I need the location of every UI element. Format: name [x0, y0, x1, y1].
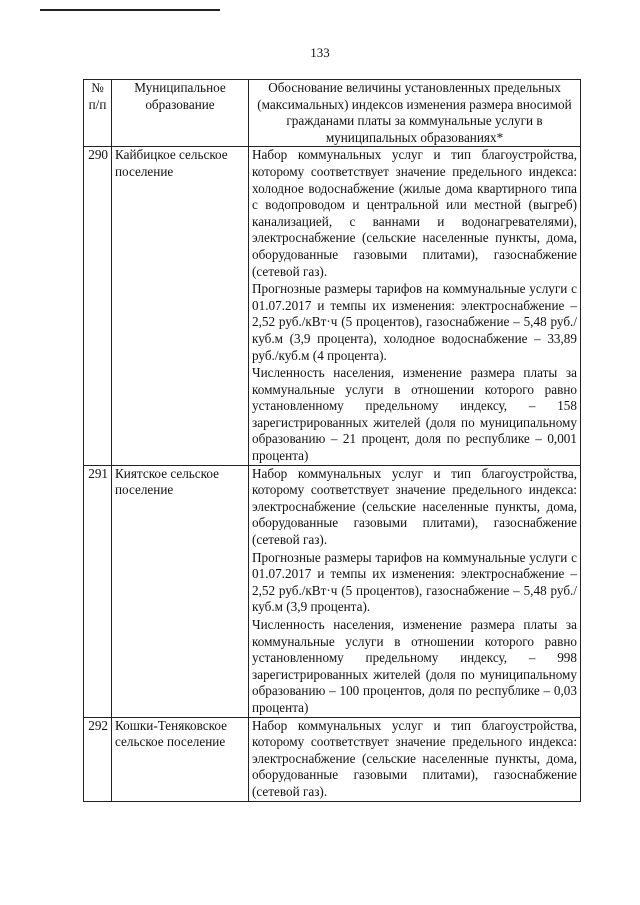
header-municipality: Муниципальное образование — [112, 80, 249, 147]
tariffs-paragraph: Прогнозные размеры тарифов на коммунальные услуги с 01.07.2017 и темпы их изменения: электроснабжение – 2,52 руб./кВт·ч (5 процентов), газоснабжение – 5,48 руб./куб.м (3,9 процента). — [252, 549, 577, 615]
header-justification: Обоснование величины установленных предельных (максимальных) индексов изменения размера вносимой гражданами платы за коммунальные услуги в муниципальных образованиях* — [249, 80, 581, 147]
tariff-table — [83, 79, 581, 802]
services-paragraph: Набор коммунальных услуг и тип благоустройства, которому соответствует значение предельного индекса: электроснабжение (сельские населенные пункты, дома, оборудованные газовыми плитами), газоснабжение (сетевой газ). — [252, 465, 577, 548]
row-number: 290 — [84, 147, 112, 465]
justification-cell — [249, 465, 581, 717]
municipality-name: Киятское сельское поселение — [112, 465, 249, 717]
table-row — [84, 147, 581, 465]
justification-cell — [249, 147, 581, 465]
tariffs-paragraph: Прогнозные размеры тарифов на коммунальные услуги с 01.07.2017 и темпы их изменения: электроснабжение – 2,52 руб./кВт·ч (5 процентов), газоснабжение – 5,48 руб./куб.м (3,9 процента), холодное водоснабжение – 33,89 руб./куб.м (4 процента). — [252, 281, 577, 363]
justification-cell — [249, 717, 581, 801]
population-paragraph: Численность населения, изменение размера платы за коммунальные услуги в отношении которого равно установленному предельному индексу, – 158 зарегистрированных жителей (доля по муниципальному образованию – 21 процент, доля по республике – 0,001 процента) — [252, 365, 577, 464]
services-paragraph: Набор коммунальных услуг и тип благоустройства, которому соответствует значение предельного индекса: холодное водоснабжение (жилые дома квартирного типа с водопроводом и центральной или местной (выгреб) канализацией, с ваннами и водонагревателями), электроснабжение (сельские населенные пункты, дома, оборудованные газовыми плитами), газоснабжение (сетевой газ). — [252, 147, 577, 279]
page-number: 133 — [310, 45, 330, 60]
header-num: № п/п — [84, 80, 112, 147]
municipality-name: Кайбицкое сельское поселение — [112, 147, 249, 465]
row-number: 291 — [84, 465, 112, 717]
municipality-name: Кошки-Теняковское сельское поселение — [112, 717, 249, 801]
table-row — [84, 465, 581, 717]
table-row — [84, 717, 581, 801]
population-paragraph: Численность населения, изменение размера платы за коммунальные услуги в отношении которого равно установленному предельному индексу, – 998 зарегистрированных жителей (доля по муниципальному образованию – 100 процентов, доля по республике – 0,03 процента) — [252, 617, 577, 715]
services-paragraph: Набор коммунальных услуг и тип благоустройства, которому соответствует значение предельного индекса: электроснабжение (сельские населенные пункты, дома, оборудованные газовыми плитами), газоснабжение (сетевой газ). — [252, 717, 577, 799]
top-rule — [40, 9, 220, 11]
table-header-row — [84, 80, 581, 147]
row-number: 292 — [84, 717, 112, 801]
